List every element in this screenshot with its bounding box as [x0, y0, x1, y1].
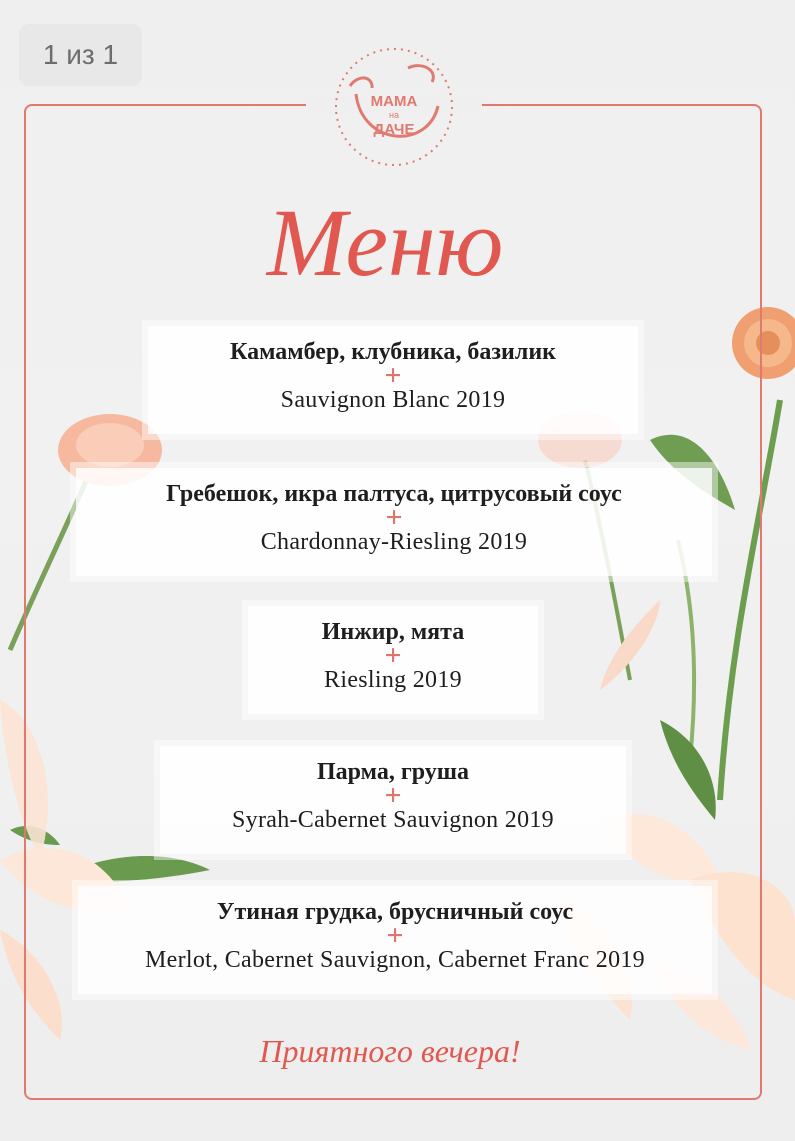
wine-name: Chardonnay-Riesling 2019 [260, 529, 528, 555]
dish-name: Гребешок, икра палтуса, цитрусовый соус [166, 481, 622, 507]
pairing-card-2 [76, 468, 712, 576]
wine-name: Riesling 2019 [324, 667, 462, 693]
wine-name: Sauvignon Blanc 2019 [280, 387, 506, 413]
plus-sign: + [384, 639, 402, 672]
menu-title [220, 170, 550, 310]
plus-sign: + [385, 501, 403, 534]
menu-title-text: Меню [266, 189, 504, 296]
plus-sign: + [384, 779, 402, 812]
logo-line-3: ДАЧЕ [373, 121, 415, 138]
mama-na-dache-logo [328, 46, 460, 168]
pairing-card-4 [160, 746, 626, 854]
dish-name: Камамбер, клубника, базилик [230, 339, 556, 365]
pairing-card-1 [148, 326, 638, 434]
dish-name: Инжир, мята [321, 619, 465, 645]
plus-sign: + [384, 359, 402, 392]
pairing-card-3 [248, 606, 538, 714]
logo-line-1: МАМА [370, 93, 418, 110]
wine-name: Merlot, Cabernet Sauvignon, Cabernet Franc 2019 [145, 947, 645, 973]
closing-wish [240, 1010, 540, 1100]
dish-name: Парма, груша [316, 759, 470, 785]
page-counter: 1 из 1 [19, 24, 142, 86]
logo-line-2: на [389, 110, 399, 120]
plus-sign: + [386, 919, 404, 952]
closing-text: Приятного вечера! [259, 1033, 521, 1069]
dish-name: Утиная грудка, брусничный соус [216, 899, 574, 925]
wine-name: Syrah-Cabernet Sauvignon 2019 [232, 807, 554, 833]
pairing-card-5 [78, 886, 712, 994]
